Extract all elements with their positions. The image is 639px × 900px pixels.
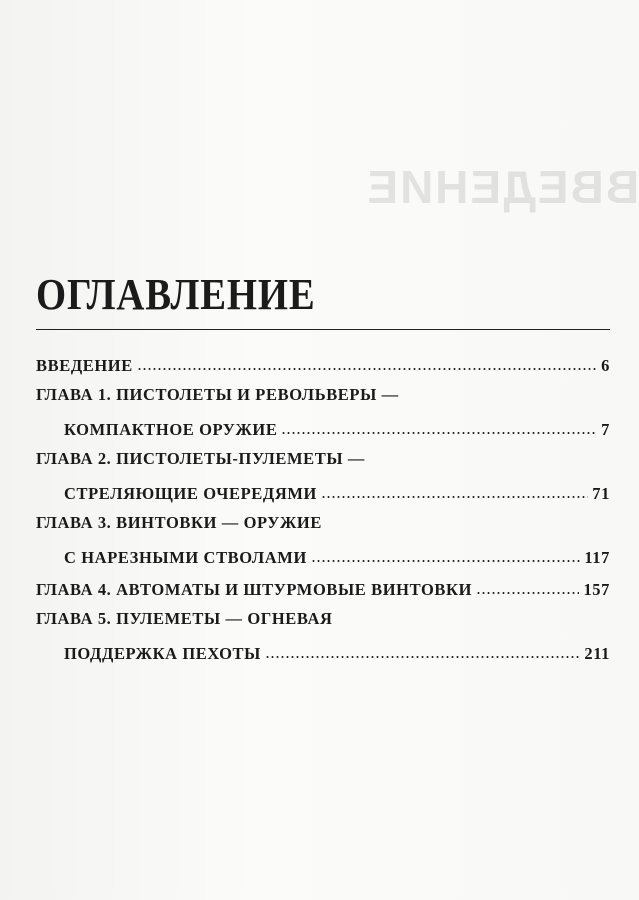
toc-page-number: 157 [583,580,610,599]
table-of-contents [36,353,610,673]
toc-entry-label-continued: ПОДДЕРЖКА ПЕХОТЫ [64,644,261,663]
toc-page-number: 6 [601,356,610,375]
toc-entry-label-continued: С НАРЕЗНЫМИ СТВОЛАМИ [64,548,307,567]
dot-leader [281,419,596,437]
dot-leader [137,355,596,373]
toc-page-number: 7 [601,420,610,439]
toc-entry-label: ГЛАВА 5. ПУЛЕМЕТЫ — ОГНЕВАЯ [36,609,333,628]
toc-entry-label: ГЛАВА 2. ПИСТОЛЕТЫ-ПУЛЕМЕТЫ — [36,449,365,468]
toc-entry-label: ГЛАВА 4. АВТОМАТЫ И ШТУРМОВЫЕ ВИНТОВКИ [36,580,473,599]
toc-page-number: 211 [584,644,610,663]
toc-entry-chapter-1 [36,385,610,449]
dot-leader [311,547,580,565]
toc-page-number: 117 [584,548,610,567]
toc-page-number: 71 [592,484,610,503]
toc-entry-label-continued: СТРЕЛЯЮЩИЕ ОЧЕРЕДЯМИ [64,484,317,503]
toc-entry-label-continued: КОМПАКТНОЕ ОРУЖИЕ [64,420,278,439]
title-divider [36,329,610,330]
dot-leader [265,643,580,661]
dot-leader [476,579,579,597]
show-through-heading: ВВЕДЕНИЕ [365,161,639,213]
page-title: ОГЛАВЛЕНИЕ [36,270,316,319]
toc-entry-chapter-5 [36,609,610,673]
dot-leader [321,483,588,501]
toc-entry-chapter-4 [36,577,610,609]
toc-entry-label: ГЛАВА 3. ВИНТОВКИ — ОРУЖИЕ [36,513,322,532]
toc-entry-label: ВВЕДЕНИЕ [36,356,133,375]
toc-entry-introduction [36,353,610,385]
toc-entry-label: ГЛАВА 1. ПИСТОЛЕТЫ И РЕВОЛЬВЕРЫ — [36,385,399,404]
toc-entry-chapter-3 [36,513,610,577]
toc-entry-chapter-2 [36,449,610,513]
